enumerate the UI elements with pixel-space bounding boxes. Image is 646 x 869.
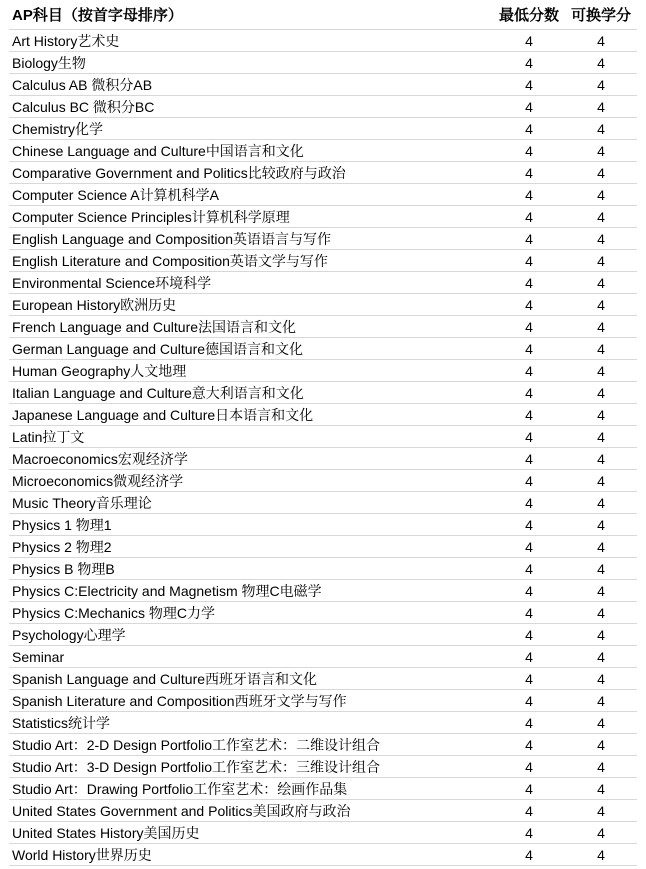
min-score-cell: 4 [493,96,565,118]
table-row [9,756,637,778]
table-row [9,558,637,580]
subject-cell: United States History美国历史 [9,822,493,844]
table-row [9,74,637,96]
min-score-cell: 4 [493,536,565,558]
subject-cell: Chinese Language and Culture中国语言和文化 [9,140,493,162]
table-row [9,30,637,52]
credit-cell: 4 [565,558,637,580]
credit-cell: 4 [565,514,637,536]
min-score-cell: 4 [493,250,565,272]
subject-cell: Computer Science A计算机科学A [9,184,493,206]
table-row [9,712,637,734]
min-score-cell: 4 [493,206,565,228]
subject-cell: Physics C:Electricity and Magnetism 物理C电磁学 [9,580,493,602]
min-score-cell: 4 [493,316,565,338]
min-score-cell: 4 [493,228,565,250]
min-score-cell: 4 [493,778,565,800]
subject-cell: Studio Art：3-D Design Portfolio工作室艺术：三维设计组合 [9,756,493,778]
table-row [9,492,637,514]
credit-cell: 4 [565,294,637,316]
credit-cell: 4 [565,580,637,602]
table-row [9,294,637,316]
credit-cell: 4 [565,470,637,492]
subject-cell: World History世界历史 [9,844,493,866]
table-row [9,118,637,140]
table-row [9,822,637,844]
table-row [9,404,637,426]
header-row [9,0,637,30]
subject-cell: Spanish Language and Culture西班牙语言和文化 [9,668,493,690]
subject-cell: Human Geography人文地理 [9,360,493,382]
table-row [9,734,637,756]
subject-cell: Spanish Literature and Composition西班牙文学与写作 [9,690,493,712]
header-credit: 可换学分 [565,0,637,30]
min-score-cell: 4 [493,624,565,646]
min-score-cell: 4 [493,74,565,96]
table-row [9,448,637,470]
credit-cell: 4 [565,360,637,382]
table-row [9,140,637,162]
credit-cell: 4 [565,624,637,646]
subject-cell: Microeconomics微观经济学 [9,470,493,492]
credit-cell: 4 [565,690,637,712]
subject-cell: Calculus BC 微积分BC [9,96,493,118]
table-row [9,228,637,250]
credit-cell: 4 [565,228,637,250]
table-row [9,800,637,822]
credit-cell: 4 [565,536,637,558]
min-score-cell: 4 [493,668,565,690]
min-score-cell: 4 [493,690,565,712]
table-row [9,514,637,536]
min-score-cell: 4 [493,712,565,734]
credit-cell: 4 [565,250,637,272]
credit-cell: 4 [565,492,637,514]
credit-cell: 4 [565,52,637,74]
credit-cell: 4 [565,426,637,448]
credit-cell: 4 [565,30,637,52]
subject-cell: Italian Language and Culture意大利语言和文化 [9,382,493,404]
subject-cell: French Language and Culture法国语言和文化 [9,316,493,338]
subject-cell: Biology生物 [9,52,493,74]
table-row [9,162,637,184]
ap-credit-table [9,0,637,866]
subject-cell: English Literature and Composition英语文学与写作 [9,250,493,272]
min-score-cell: 4 [493,646,565,668]
subject-cell: Environmental Science环境科学 [9,272,493,294]
subject-cell: English Language and Composition英语语言与写作 [9,228,493,250]
table-row [9,382,637,404]
min-score-cell: 4 [493,448,565,470]
table-row [9,272,637,294]
subject-cell: Physics 2 物理2 [9,536,493,558]
subject-cell: Comparative Government and Politics比较政府与政治 [9,162,493,184]
credit-cell: 4 [565,96,637,118]
subject-cell: Psychology心理学 [9,624,493,646]
table-row [9,646,637,668]
table-row [9,206,637,228]
min-score-cell: 4 [493,162,565,184]
min-score-cell: 4 [493,338,565,360]
min-score-cell: 4 [493,426,565,448]
credit-cell: 4 [565,646,637,668]
credit-cell: 4 [565,206,637,228]
credit-cell: 4 [565,822,637,844]
subject-cell: Chemistry化学 [9,118,493,140]
min-score-cell: 4 [493,360,565,382]
credit-cell: 4 [565,382,637,404]
subject-cell: Physics 1 物理1 [9,514,493,536]
table-row [9,250,637,272]
credit-cell: 4 [565,668,637,690]
table-row [9,184,637,206]
min-score-cell: 4 [493,822,565,844]
subject-cell: Macroeconomics宏观经济学 [9,448,493,470]
min-score-cell: 4 [493,404,565,426]
min-score-cell: 4 [493,470,565,492]
table-row [9,96,637,118]
table-body [9,30,637,866]
subject-cell: Statistics统计学 [9,712,493,734]
subject-cell: United States Government and Politics美国政府与政治 [9,800,493,822]
min-score-cell: 4 [493,514,565,536]
min-score-cell: 4 [493,184,565,206]
credit-cell: 4 [565,734,637,756]
table-row [9,844,637,866]
credit-cell: 4 [565,602,637,624]
credit-cell: 4 [565,756,637,778]
table-row [9,470,637,492]
table-row [9,602,637,624]
min-score-cell: 4 [493,602,565,624]
table-row [9,338,637,360]
table-row [9,316,637,338]
subject-cell: Studio Art：2-D Design Portfolio工作室艺术：二维设计组合 [9,734,493,756]
credit-cell: 4 [565,162,637,184]
credit-cell: 4 [565,778,637,800]
subject-cell: German Language and Culture德国语言和文化 [9,338,493,360]
min-score-cell: 4 [493,734,565,756]
header-subject: AP科目（按首字母排序） [9,0,493,30]
subject-cell: Calculus AB 微积分AB [9,74,493,96]
min-score-cell: 4 [493,580,565,602]
credit-cell: 4 [565,404,637,426]
min-score-cell: 4 [493,294,565,316]
min-score-cell: 4 [493,800,565,822]
subject-cell: Music Theory音乐理论 [9,492,493,514]
credit-cell: 4 [565,448,637,470]
min-score-cell: 4 [493,52,565,74]
table-row [9,580,637,602]
min-score-cell: 4 [493,756,565,778]
min-score-cell: 4 [493,382,565,404]
min-score-cell: 4 [493,30,565,52]
credit-cell: 4 [565,338,637,360]
table-row [9,426,637,448]
credit-cell: 4 [565,316,637,338]
subject-cell: Art History艺术史 [9,30,493,52]
credit-cell: 4 [565,844,637,866]
subject-cell: Physics C:Mechanics 物理C力学 [9,602,493,624]
min-score-cell: 4 [493,844,565,866]
min-score-cell: 4 [493,118,565,140]
credit-cell: 4 [565,184,637,206]
min-score-cell: 4 [493,272,565,294]
subject-cell: Seminar [9,646,493,668]
table-row [9,690,637,712]
credit-cell: 4 [565,140,637,162]
table-row [9,624,637,646]
subject-cell: Japanese Language and Culture日本语言和文化 [9,404,493,426]
subject-cell: Latin拉丁文 [9,426,493,448]
table-row [9,536,637,558]
header-min-score: 最低分数 [493,0,565,30]
credit-cell: 4 [565,272,637,294]
min-score-cell: 4 [493,558,565,580]
credit-cell: 4 [565,800,637,822]
credit-cell: 4 [565,118,637,140]
table-row [9,52,637,74]
subject-cell: Computer Science Principles计算机科学原理 [9,206,493,228]
subject-cell: European History欧洲历史 [9,294,493,316]
table-row [9,360,637,382]
subject-cell: Physics B 物理B [9,558,493,580]
min-score-cell: 4 [493,140,565,162]
subject-cell: Studio Art：Drawing Portfolio工作室艺术：绘画作品集 [9,778,493,800]
min-score-cell: 4 [493,492,565,514]
table-row [9,778,637,800]
credit-cell: 4 [565,74,637,96]
table-row [9,668,637,690]
credit-cell: 4 [565,712,637,734]
